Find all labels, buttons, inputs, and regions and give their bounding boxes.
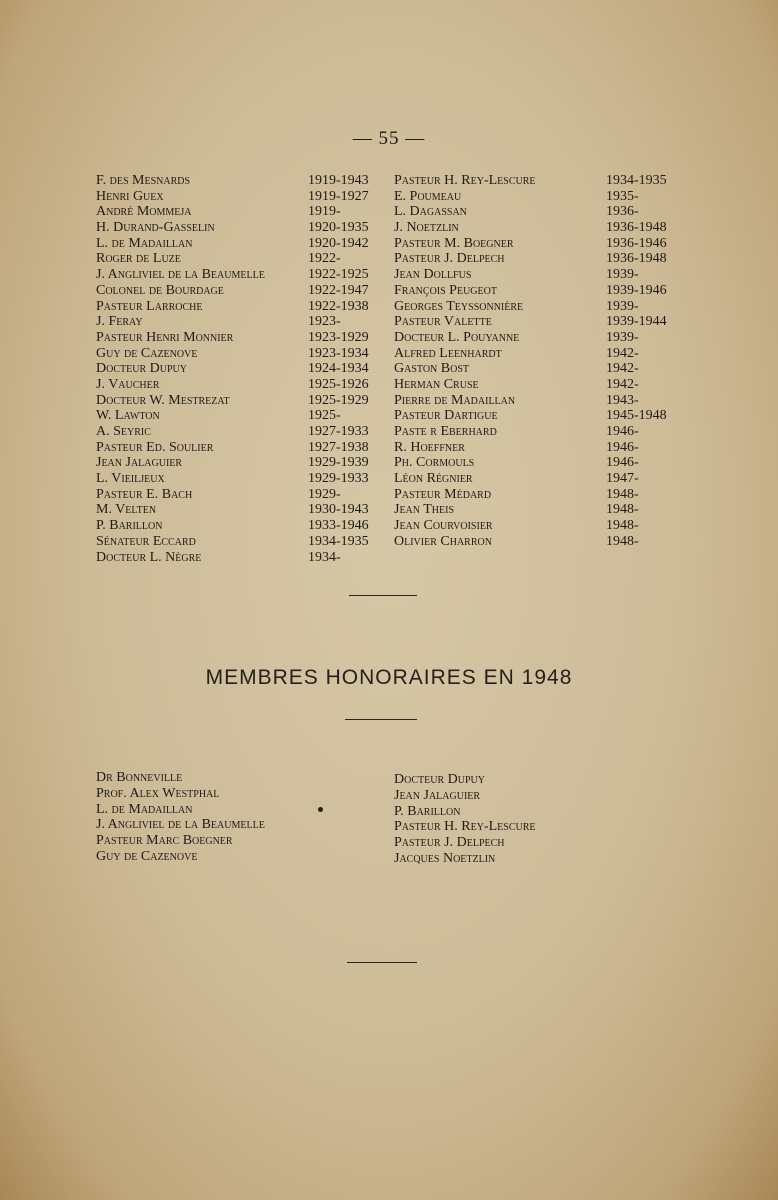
member-name: A. Seyric xyxy=(96,424,151,439)
member-years: 1929-1939 xyxy=(308,455,369,471)
member-name: Pasteur Ed. Soulier xyxy=(96,439,214,455)
member-name: Jean Jalaguier xyxy=(96,455,183,471)
member-name: Docteur Dupuy xyxy=(96,361,187,377)
members-left-names xyxy=(96,173,311,565)
member-name: J. Feray xyxy=(96,314,143,330)
member-name: Henri Guex xyxy=(96,188,164,204)
member-name: H. Durand-Gasselin xyxy=(96,220,215,236)
member-name: Roger de Luze xyxy=(96,251,181,267)
member-years: 1923-1934 xyxy=(308,345,369,361)
member-years: 1948- xyxy=(606,518,639,534)
honorary-member-name: L. de Madaillan xyxy=(96,801,193,817)
honorary-member-name: Docteur Dupuy xyxy=(394,772,485,787)
member-years: 1922-1938 xyxy=(308,298,369,314)
member-years: 1942- xyxy=(606,345,639,361)
member-years: 1923- xyxy=(308,314,341,330)
honorary-member-name: Prof. Alex Westphal xyxy=(96,785,220,801)
member-name: Jean Courvoisier xyxy=(394,518,493,534)
member-name: Herman Cruse xyxy=(394,376,479,392)
member-name: Pasteur E. Bach xyxy=(96,486,193,502)
member-years: 1929- xyxy=(308,486,341,502)
member-name: Jean Dollfus xyxy=(394,267,472,283)
member-name: Pasteur Henri Monnier xyxy=(96,329,234,345)
member-name: L. Dagassan xyxy=(394,204,467,220)
member-years: 1939- xyxy=(606,298,639,314)
member-years: 1946- xyxy=(606,455,639,471)
member-name: Pasteur H. Rey-Lescure xyxy=(394,173,536,188)
member-name: Pasteur M. Boegner xyxy=(394,235,514,251)
member-name: Pasteur Dartigue xyxy=(394,408,498,424)
member-name: Léon Régnier xyxy=(394,471,473,487)
member-years: 1922-1925 xyxy=(308,267,369,283)
member-name: Ph. Cormouls xyxy=(394,455,475,471)
member-years: 1936-1948 xyxy=(606,251,667,267)
member-years: 1919- xyxy=(308,204,341,220)
member-name: Pasteur Médard xyxy=(394,486,492,502)
member-name: M. Velten xyxy=(96,502,157,518)
member-name: L. Vieiljeux xyxy=(96,471,165,487)
page-number: — 55 — xyxy=(352,128,426,149)
member-name: L. de Madaillan xyxy=(96,235,193,251)
honorary-member-name: Pasteur H. Rey-Lescure xyxy=(394,819,536,835)
member-years: 1925- xyxy=(308,408,341,424)
member-name: Olivier Charron xyxy=(394,533,492,549)
member-years: 1933-1946 xyxy=(308,518,369,534)
member-name: J. Angliviel de la Beaumelle xyxy=(96,267,265,283)
member-name: Docteur W. Mestrezat xyxy=(96,392,230,408)
honorary-right-list xyxy=(394,772,644,867)
member-name: Pasteur J. Delpech xyxy=(394,251,505,267)
member-years: 1927-1938 xyxy=(308,439,369,455)
member-years: 1922- xyxy=(308,251,341,267)
member-name: Paste r Eberhard xyxy=(394,424,497,439)
member-name: W. Lawton xyxy=(96,408,160,424)
member-years: 1939-1944 xyxy=(606,314,667,330)
member-name: Jean Theis xyxy=(394,502,455,518)
member-years: 1942- xyxy=(606,376,639,392)
honorary-left-list xyxy=(96,770,346,865)
member-years: 1925-1929 xyxy=(308,392,369,408)
member-years: 1946- xyxy=(606,439,639,455)
honorary-section-title: MEMBRES HONORAIRES EN 1948 xyxy=(205,666,573,689)
member-years: 1943- xyxy=(606,392,639,408)
member-years: 1934-1935 xyxy=(308,533,369,549)
member-years: 1936- xyxy=(606,204,639,220)
member-name: R. Hoeffner xyxy=(394,439,465,455)
member-years: 1934- xyxy=(308,549,341,565)
member-years: 1924-1934 xyxy=(308,361,369,377)
member-name: Alfred Leenhardt xyxy=(394,345,502,361)
honorary-member-name: Jean Jalaguier xyxy=(394,787,481,803)
member-name: F. des Mesnards xyxy=(96,173,191,188)
member-years: 1942- xyxy=(606,361,639,377)
members-right-names xyxy=(394,173,604,550)
divider-rule xyxy=(347,962,417,963)
member-years: 1920-1935 xyxy=(308,220,369,236)
honorary-member-name: Guy de Cazenove xyxy=(96,848,198,864)
member-years: 1919-1927 xyxy=(308,188,369,204)
member-years: 1947- xyxy=(606,471,639,487)
member-name: J. Noetzlin xyxy=(394,220,459,236)
honorary-member-name: Pasteur J. Delpech xyxy=(394,835,505,851)
member-name: Guy de Cazenove xyxy=(96,345,198,361)
honorary-member-name: Dr Bonneville xyxy=(96,770,183,785)
members-left-years xyxy=(308,173,388,565)
member-name: Gaston Bost xyxy=(394,361,469,377)
member-name: Pierre de Madaillan xyxy=(394,392,516,408)
member-years: 1936-1946 xyxy=(606,235,667,251)
member-name: André Mommeja xyxy=(96,204,192,220)
member-years: 1948- xyxy=(606,533,639,549)
member-years: 1923-1929 xyxy=(308,329,369,345)
member-years: 1939- xyxy=(606,267,639,283)
member-name: Sénateur Eccard xyxy=(96,533,196,549)
member-years: 1922-1947 xyxy=(308,282,369,298)
divider-rule xyxy=(349,595,417,596)
member-years: 1945-1948 xyxy=(606,408,667,424)
member-name: Docteur L. Nègre xyxy=(96,549,202,565)
member-name: Colonel de Bourdage xyxy=(96,282,224,298)
member-name: P. Barillon xyxy=(96,518,163,534)
honorary-member-name: J. Angliviel de la Beaumelle xyxy=(96,817,265,833)
members-right-years xyxy=(606,173,686,550)
member-years: 1919-1943 xyxy=(308,173,369,188)
member-years: 1948- xyxy=(606,502,639,518)
member-name: François Peugeot xyxy=(394,282,497,298)
member-name: E. Poumeau xyxy=(394,188,462,204)
divider-rule xyxy=(345,719,417,720)
member-years: 1946- xyxy=(606,424,639,439)
member-years: 1948- xyxy=(606,486,639,502)
honorary-member-name: Jacques Noetzlin xyxy=(394,850,496,866)
member-years: 1930-1943 xyxy=(308,502,369,518)
member-years: 1927-1933 xyxy=(308,424,369,439)
member-name: J. Vaucher xyxy=(96,376,160,392)
ink-speck xyxy=(318,807,323,812)
honorary-member-name: Pasteur Marc Boegner xyxy=(96,833,233,849)
member-name: Pasteur Valette xyxy=(394,314,492,330)
honorary-member-name: P. Barillon xyxy=(394,803,461,819)
member-years: 1934-1935 xyxy=(606,173,667,188)
member-years: 1920-1942 xyxy=(308,235,369,251)
member-name: Docteur L. Pouyanne xyxy=(394,329,520,345)
member-years: 1936-1948 xyxy=(606,220,667,236)
member-name: Pasteur Larroche xyxy=(96,298,203,314)
member-years: 1925-1926 xyxy=(308,376,369,392)
member-years: 1939-1946 xyxy=(606,282,667,298)
member-name: Georges Teyssonnière xyxy=(394,298,524,314)
member-years: 1935- xyxy=(606,188,639,204)
member-years: 1929-1933 xyxy=(308,471,369,487)
member-years: 1939- xyxy=(606,329,639,345)
